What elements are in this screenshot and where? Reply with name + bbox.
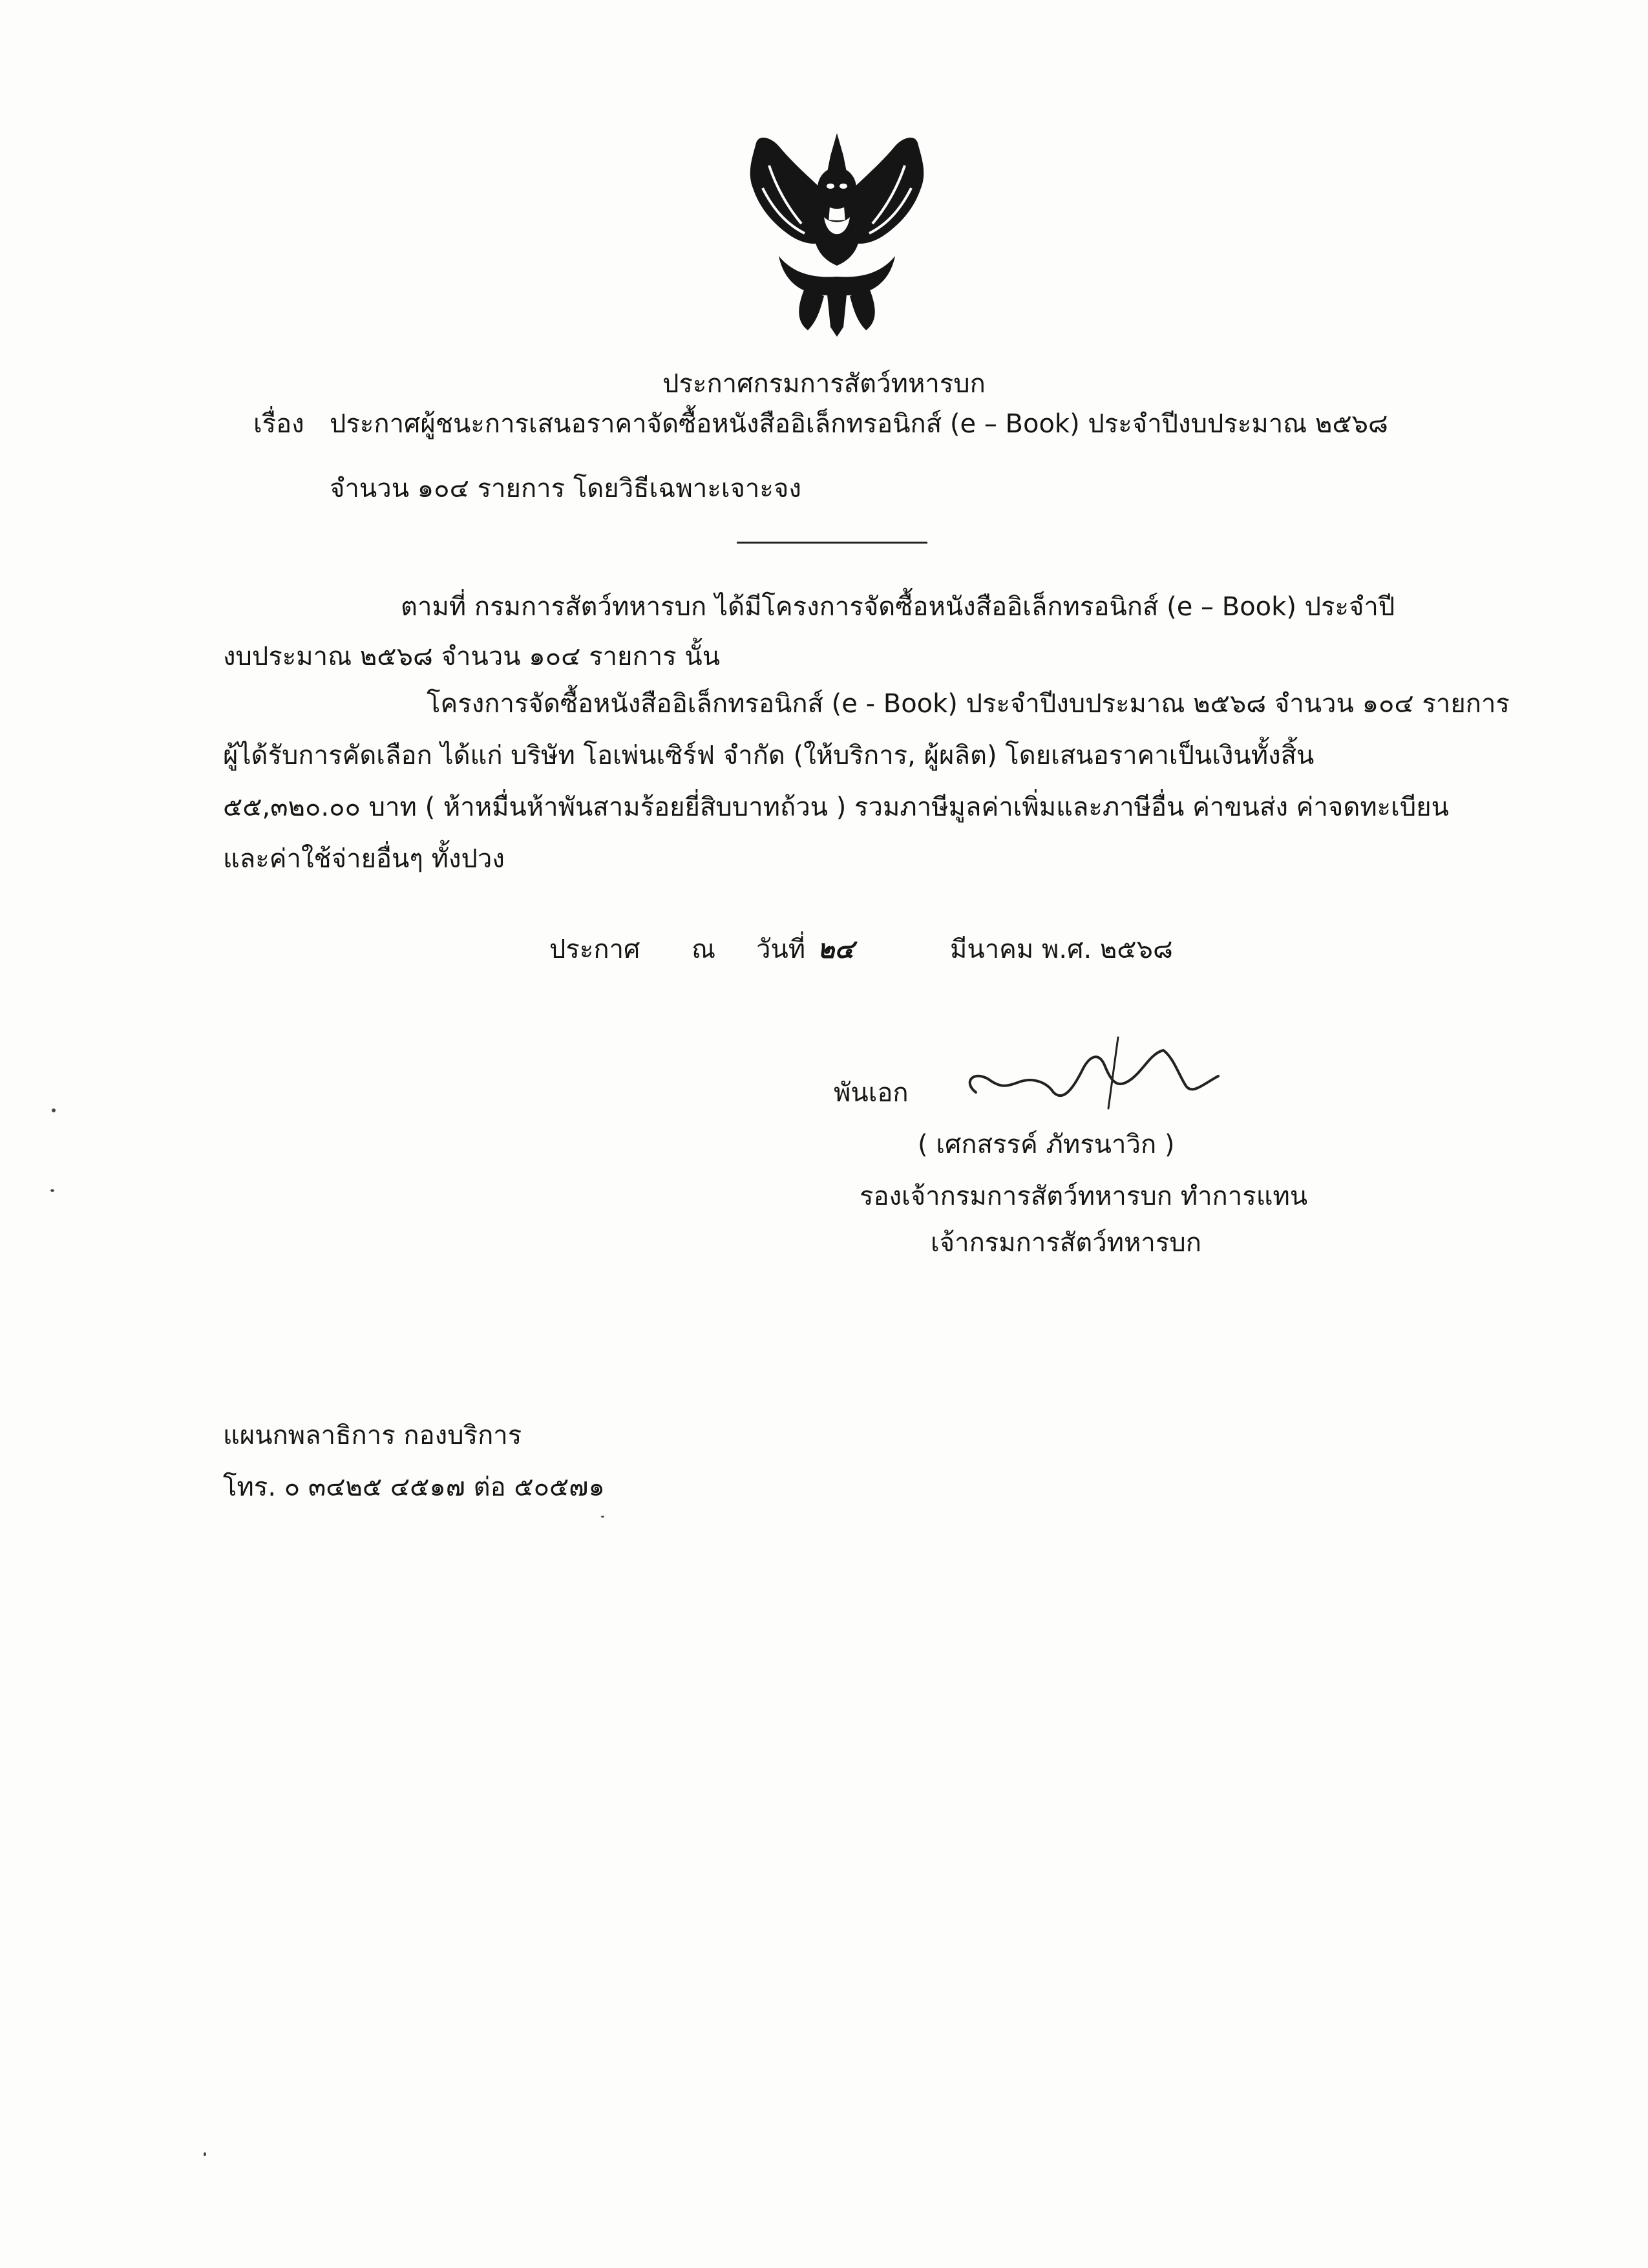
- signatory-rank: พันเอก: [834, 1078, 909, 1108]
- subject-line-1: ประกาศผู้ชนะการเสนอราคาจัดซื้อหนังสืออิเล็กทรอนิกส์ (e – Book) ประจำปีงบประมาณ ๒๕๖๘: [330, 409, 1388, 439]
- paragraph-1-line-1: ตามที่ กรมการสัตว์ทหารบก ได้มีโครงการจัดซื้อหนังสืออิเล็กทรอนิกส์ (e – Book) ประจำปี: [401, 592, 1395, 622]
- signatory-position-1: รองเจ้ากรมการสัตว์ทหารบก ทำการแทน: [860, 1182, 1308, 1211]
- scan-speck: [50, 1189, 54, 1192]
- announcement-heading: ประกาศกรมการสัตว์ทหารบก: [662, 369, 986, 399]
- paragraph-2-line-2: ผู้ได้รับการคัดเลือก ได้แก่ บริษัท โอเพ่นเซิร์ฟ จำกัด (ให้บริการ, ผู้ผลิต) โดยเสนอราคาเป็นเงินทั้งสิ้น: [223, 741, 1315, 770]
- date-announced-label: ประกาศ: [549, 935, 640, 964]
- paragraph-2-line-4: และค่าใช้จ่ายอื่นๆ ทั้งปวง: [223, 844, 505, 874]
- date-day-label: วันที่: [756, 935, 806, 964]
- contact-phone: โทร. ๐ ๓๔๒๕ ๔๕๑๗ ต่อ ๕๐๕๗๑: [223, 1472, 605, 1502]
- signatory-position-2: เจ้ากรมการสัตว์ทหารบก: [931, 1228, 1201, 1258]
- scan-speck: [52, 1108, 56, 1112]
- date-month-year: มีนาคม พ.ศ. ๒๕๖๘: [950, 935, 1173, 964]
- date-day-handwritten: ๒๔: [818, 934, 854, 964]
- garuda-emblem: [734, 127, 940, 340]
- signatory-name: ( เศกสรรค์ ภัทรนาวิก ): [918, 1130, 1175, 1160]
- subject-label: เรื่อง: [253, 409, 304, 439]
- scan-speck: [204, 2152, 206, 2156]
- subject-line-2: จำนวน ๑๐๔ รายการ โดยวิธีเฉพาะเจาะจง: [330, 474, 801, 503]
- signature-scribble: [950, 1031, 1221, 1121]
- paragraph-1-line-2: งบประมาณ ๒๕๖๘ จำนวน ๑๐๔ รายการ นั้น: [223, 642, 721, 672]
- scan-speck: [601, 1516, 604, 1518]
- date-at-label: ณ: [692, 935, 716, 964]
- paragraph-2-line-1: โครงการจัดซื้อหนังสืออิเล็กทรอนิกส์ (e - Book) ประจำปีงบประมาณ ๒๕๖๘ จำนวน ๑๐๔ รายการ: [427, 689, 1510, 719]
- paragraph-2-line-3: ๕๕,๓๒๐.๐๐ บาท ( ห้าหมื่นห้าพันสามร้อยยี่สิบบาทถ้วน ) รวมภาษีมูลค่าเพิ่มและภาษีอื่น ค่าขนส่ง ค่าจดทะเบียน: [223, 792, 1450, 822]
- contact-department: แผนกพลาธิการ กองบริการ: [223, 1421, 522, 1450]
- heading-divider: [737, 542, 927, 544]
